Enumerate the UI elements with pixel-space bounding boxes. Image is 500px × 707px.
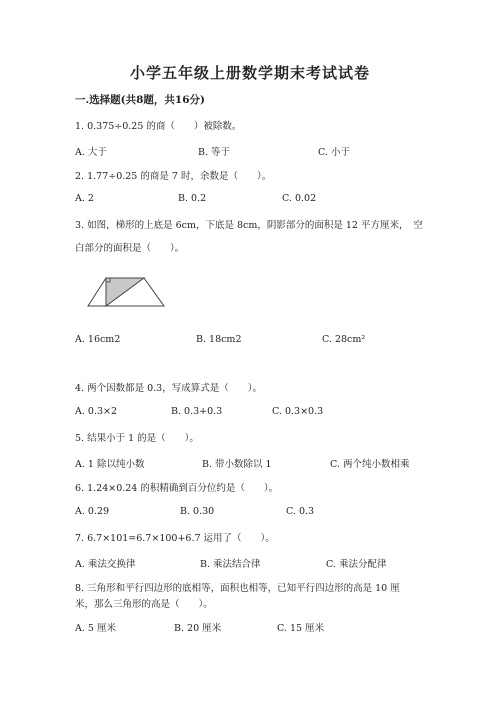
q8-option-b: B. 20 厘米 (174, 623, 222, 634)
q6-option-a: A. 0.29 (75, 506, 110, 517)
q5-option-a: A. 1 除以纯小数 (75, 459, 145, 470)
trapezoid-figure (82, 272, 182, 312)
question-3: 3. 如图，梯形的上底是 6cm，下底是 8cm，阴影部分的面积是 12 平方厘米， 空 (75, 220, 423, 231)
q6-option-b: B. 0.30 (180, 506, 215, 517)
question-8: 8. 三角形和平行四边形的底相等，面积也相等，已知平行四边形的高是 10 厘 (75, 583, 400, 594)
question-3-cont: 白部分的面积是（ ）。 (75, 243, 185, 254)
q4-option-c: C. 0.3×0.3 (272, 406, 324, 417)
q7-option-a: A. 乘法交换律 (75, 559, 136, 570)
section-heading: 一.选择题(共8题，共16分) (75, 94, 206, 106)
q5-option-c: C. 两个纯小数相乘 (330, 459, 410, 470)
q3-option-a: A. 16cm2 (75, 334, 121, 345)
question-6: 6. 1.24×0.24 的积精确到百分位约是（ ）。 (75, 483, 279, 494)
page-title: 小学五年级上册数学期末考试试卷 (129, 64, 370, 82)
q4-option-a: A. 0.3×2 (75, 406, 118, 417)
q2-option-c: C. 0.02 (282, 193, 317, 204)
q5-option-b: B. 带小数除以 1 (202, 459, 272, 470)
question-2: 2. 1.77÷0.25 的商是 7 时，余数是（ ）。 (75, 171, 272, 182)
q8-option-c: C. 15 厘米 (277, 623, 325, 634)
q4-option-b: B. 0.3+0.3 (171, 406, 223, 417)
q8-option-a: A. 5 厘米 (75, 623, 116, 634)
q6-option-c: C. 0.3 (286, 506, 315, 517)
q2-option-b: B. 0.2 (178, 193, 207, 204)
question-4: 4. 两个因数都是 0.3，写成算式是（ ）。 (75, 383, 262, 394)
q3-option-c: C. 28cm² (322, 334, 366, 345)
question-8-cont: 米，那么三角形的高是（ ）。 (75, 599, 213, 610)
q1-option-a: A. 大于 (75, 147, 107, 158)
question-5: 5. 结果小于 1 的是（ ）。 (75, 433, 199, 444)
q7-option-c: C. 乘法分配律 (326, 559, 387, 570)
q1-option-b: B. 等于 (198, 147, 231, 158)
q1-option-c: C. 小于 (318, 147, 350, 158)
question-1: 1. 0.375÷0.25 的商（ ）被除数。 (75, 121, 242, 132)
q3-option-b: B. 18cm2 (196, 334, 242, 345)
q2-option-a: A. 2 (75, 193, 94, 204)
q7-option-b: B. 乘法结合律 (200, 559, 261, 570)
question-7: 7. 6.7×101=6.7×100+6.7 运用了（ ）。 (75, 533, 275, 544)
